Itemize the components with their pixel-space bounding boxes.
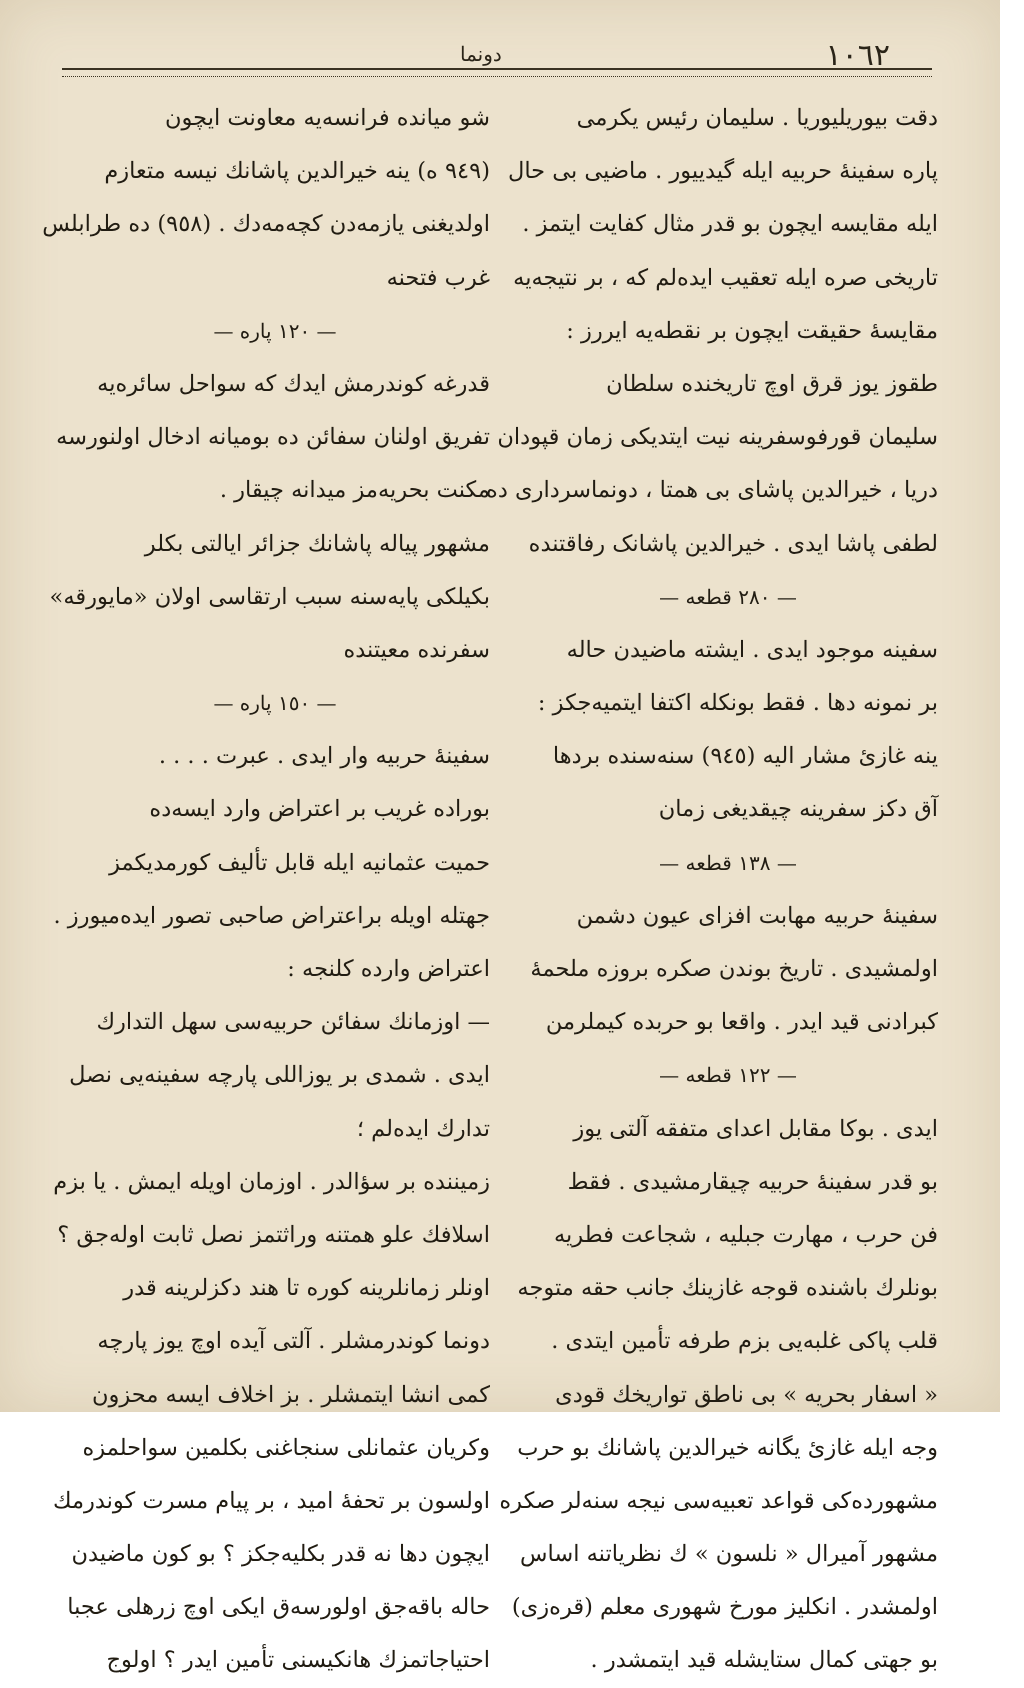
text-line: (٩٤٩ ه) ینه خیرالدین پاشانك نیسه متعازم: [104, 158, 490, 185]
text-line: بکیلکی پایه‌سنه سبب ارتقاسی اولان «مایورقه»: [49, 583, 490, 610]
left-text-column: [42, 92, 490, 1688]
text-line: اسلافك علو همتنه وراثتمز نصل ثابت اوله‌جق ؟: [57, 1221, 490, 1248]
text-line: اونلر زمانلرینه کوره تا هند دکزلرینه قدر: [123, 1275, 490, 1302]
text-line: مشهورده‌کی قواعد تعبیه‌سی نیجه سنه‌لر صکره: [499, 1487, 938, 1514]
text-line: — ٢٨٠ قطعه —: [659, 584, 797, 609]
text-line: تاریخی صره ایله تعقیب ایده‌لم که ، بر نتیجه‌یه: [513, 264, 938, 291]
text-line: سفینهٔ حربیه مهابت افزای عیون دشمن: [576, 902, 938, 929]
text-line: اولسون بر تحفهٔ امید ، بر پیام مسرت کوندرمك: [52, 1487, 490, 1514]
text-line: تفریق اولنان سفائن ده بومیانه ادخال اولنورسه: [56, 424, 490, 451]
text-line: سفرنده معیتنده: [343, 636, 490, 663]
page-number: ١٠٦٢: [825, 38, 890, 73]
text-line: مقایسهٔ حقیقت ایچون بر نقطه‌یه ایررز :: [566, 317, 938, 344]
right-text-column: [486, 92, 938, 1688]
text-line: وکریان عثمانلی سنجاغنی بکلمین سواحلمزه: [82, 1434, 490, 1461]
text-line: ینه غازئ مشار الیه (٩٤٥) سنه‌سنده بردها: [552, 743, 938, 770]
text-line: « اسفار بحریه » بی ناطق تواریخك قودی: [555, 1381, 938, 1408]
text-line: ایله مقایسه ایچون بو قدر مثال کفایت ایتمز .: [522, 211, 938, 238]
text-line: تدارك ایده‌لم ؛: [356, 1115, 490, 1142]
text-line: دریا ، خیرالدین پاشای بی همتا ، دونماسرداری ده: [486, 477, 938, 504]
text-line: کبرادنی قید ایدر . واقعا بو حربده کیملرمن: [545, 1009, 938, 1036]
text-line: سفینه موجود ایدی . ایشته ماضیدن حاله: [566, 636, 938, 663]
text-line: لطفی پاشا ایدی . خیرالدین پاشانک رفاقتنده: [528, 530, 938, 557]
text-line: بو قدر سفینهٔ حربیه چیقارمشیدی . فقط: [567, 1168, 938, 1195]
text-line: کمی انشا ایتمشلر . بز اخلاف ایسه محزون: [92, 1381, 490, 1408]
text-line: غرب فتحنه: [386, 264, 490, 291]
text-line: فن حرب ، مهارت جبلیه ، شجاعت فطریه: [553, 1221, 938, 1248]
text-line: زمیننده بر سؤالدر . اوزمان اویله ایمش . یا بزم: [53, 1168, 490, 1195]
text-line: — اوزمانك سفائن حربیه‌سی سهل التدارك: [96, 1009, 490, 1036]
text-line: احتیاجاتمزك هانکیسنی تأمین ایدر ؟ اولوج: [106, 1647, 490, 1674]
text-line: سفینهٔ حربیه وار ایدی . عبرت . . . .: [158, 743, 490, 770]
text-line: — ١٣٨ قطعه —: [659, 850, 797, 875]
text-line: — ١٥٠ پاره —: [213, 691, 337, 716]
text-line: شو میانده فرانسه‌یه معاونت ایچون: [165, 105, 490, 131]
text-line: ایدی . بوکا مقابل اعدای متفقه آلتی یوز: [573, 1115, 938, 1142]
text-line: قدرغه کوندرمش ایدك که سواحل سائره‌یه: [97, 370, 490, 397]
text-line: آق دکز سفرینه چیقدیغی زمان: [658, 796, 938, 823]
text-line: حاله باقه‌جق اولورسه‌ق ایکی اوچ زرهلی عجبا: [67, 1594, 490, 1621]
text-line: — ١٢٢ قطعه —: [659, 1063, 797, 1088]
text-line: قلب پاکی غلبه‌یی بزم طرفه تأمین ایتدی .: [551, 1328, 938, 1355]
text-line: طقوز یوز قرق اوچ تاریخنده سلطان: [606, 370, 938, 397]
text-line: مشهور آمیرال « نلسون » ك نظریاتنه اساس: [520, 1541, 938, 1568]
running-title: دونما: [460, 42, 502, 66]
text-line: پاره سفینهٔ حربیه ایله گیدییور . ماضیی بی حال: [507, 158, 938, 185]
text-line: بونلرك باشنده قوجه غازینك جانب حقه متوجه: [517, 1275, 938, 1302]
text-line: — ١٢٠ پاره —: [213, 318, 337, 343]
text-line: اولدیغنی یازمه‌دن کچه‌مه‌دك . (٩٥٨) ده طرابلس: [42, 211, 490, 238]
text-line: حمیت عثمانیه ایله قابل تألیف کورمدیکمز: [109, 849, 490, 876]
header-rule: [62, 68, 932, 77]
text-line: اولمشیدی . تاریخ بوندن صکره بروزه ملحمهٔ: [530, 956, 938, 982]
text-line: دقت بیوریلیوریا . سلیمان رئیس یکرمی: [576, 105, 938, 131]
text-line: مکنت بحریه‌مز میدانه چیقار .: [219, 477, 490, 504]
text-line: دونما کوندرمشلر . آلتی آیده اوچ یوز پارچه: [97, 1328, 490, 1355]
text-line: اولمشدر . انکلیز مورخ شهوری معلم (قره‌زی): [511, 1594, 938, 1621]
text-line: بو جهتی کمال ستایشله قید ایتمشدر .: [590, 1647, 938, 1674]
text-line: مشهور پیاله پاشانك جزائر ایالتی بکلر: [144, 530, 490, 557]
text-line: ایدی . شمدی بر یوزاللی پارچه‌ سفینه‌یی نصل: [69, 1062, 490, 1089]
text-line: ایچون دها نه قدر بکلیه‌جکز ؟ بو کون ماضیدن: [71, 1541, 490, 1568]
text-line: اعتراض وارده کلنجه :: [287, 956, 490, 982]
text-line: بوراده غریب بر اعتراض وارد ایسه‌ده: [149, 796, 490, 823]
text-line: وجه ایله غازئ یگانه خیرالدین پاشانك بو حرب: [517, 1434, 938, 1461]
text-line: بر نمونه دها . فقط بونکله اکتفا ایتمیه‌جکز :: [537, 690, 938, 717]
text-line: جهتله اویله براعتراض صاحبی تصور ایده‌میورز .: [53, 902, 490, 929]
text-line: سلیمان قورفوسفرینه نیت ایتدیکی زمان قپودان: [497, 424, 938, 451]
